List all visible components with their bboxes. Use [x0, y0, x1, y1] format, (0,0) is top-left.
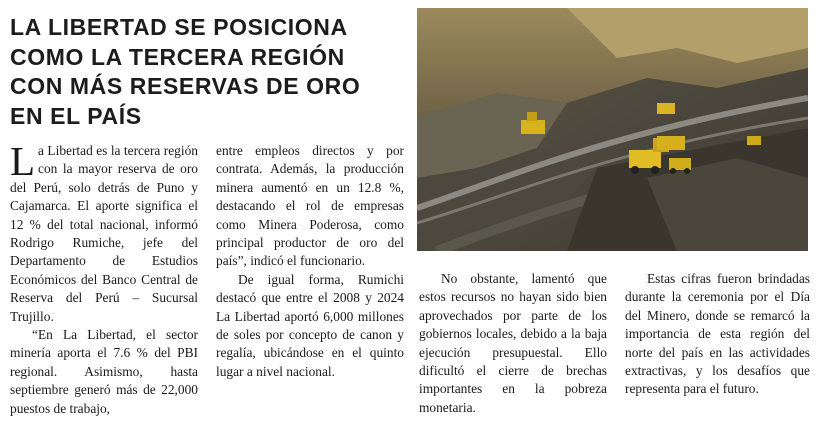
paragraph: [10, 138, 198, 326]
headline: [10, 13, 405, 131]
paragraph: entre empleos directos y por contrata. Además, la producción minera aumentó en un 12.8 %, destacando el rol de empresas como Minera Poderosa, como principal productor de oro del país”, indicó el funcionario.: [216, 143, 404, 269]
mine-photo: [417, 8, 808, 251]
paragraph: De igual forma, Rumichi destacó que entre el 2008 y 2024 La Libertad aportó 6,000 millones de soles por concepto de canon y regalía, ubicándose en el quinto lugar a nivel nacional.: [216, 271, 404, 379]
drop-cap: L: [10, 138, 36, 184]
headline-line: CON MÁS RESERVAS DE ORO: [10, 73, 361, 99]
paragraph: No obstante, lamentó que estos recursos no hayan sido bien aprovechados por parte de los gobiernos locales, debido a la baja ejecución presupuestal. Ello dificultó el cierre de brechas importantes en la pobreza monetaria.: [419, 271, 607, 415]
headline-line: LA LIBERTAD SE POSICIONA: [10, 14, 348, 40]
column-4: [625, 270, 810, 399]
column-3: [419, 270, 607, 417]
headline-line: EN EL PAÍS: [10, 102, 142, 129]
column-2: [216, 142, 404, 381]
paragraph-text: a Libertad es la tercera región con la mayor reserva de oro del Perú, solo detrás de Puno y Cajamarca. El aporte significa el 12 % del total nacional, informó Rodrigo Rumiche, jefe del Departamento de Estudios Económicos del Banco Central de Reserva del Perú – Sucursal Trujillo.: [10, 143, 198, 324]
paragraph: “En La Libertad, el sector minería aporta el 7.6 % del PBI regional. Asimismo, hasta septiembre generó más de 22,000 puestos de trabajo,: [10, 327, 198, 416]
column-1: [10, 138, 198, 418]
paragraph: Estas cifras fueron brindadas durante la ceremonia por el Día del Minero, donde se remarcó la importancia de esta región del norte del país en las actividades extractivas, y los desafíos que representa para el futuro.: [625, 271, 810, 397]
headline-line: COMO LA TERCERA REGIÓN: [10, 43, 345, 70]
